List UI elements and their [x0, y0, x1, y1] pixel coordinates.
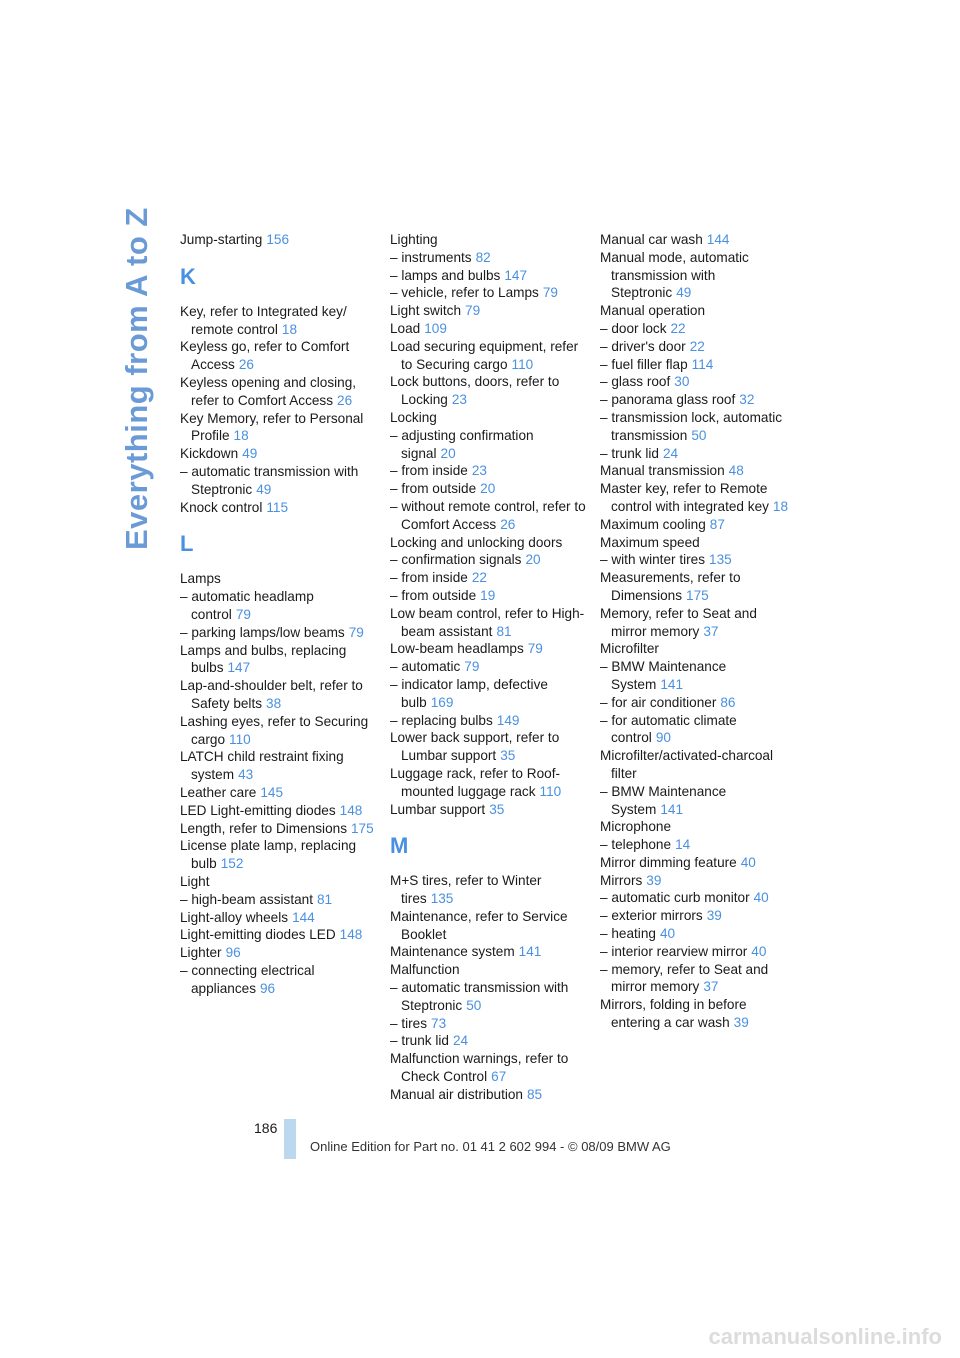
- index-entry: [180, 944, 376, 962]
- index-entry: [390, 1086, 586, 1104]
- index-term: Knock control: [180, 499, 263, 515]
- index-entry: [600, 658, 796, 694]
- index-entry: [600, 249, 796, 302]
- page-reference-link[interactable]: 20: [440, 445, 456, 461]
- index-entry: [180, 820, 376, 838]
- page-reference-link[interactable]: 49: [676, 285, 692, 301]
- index-entry: [600, 569, 796, 605]
- page-reference-link[interactable]: 109: [424, 320, 447, 336]
- page-reference-link[interactable]: 81: [496, 623, 512, 639]
- index-entry: [600, 391, 796, 409]
- index-term: – from inside: [390, 463, 468, 479]
- index-letter-heading: L: [180, 531, 194, 557]
- index-entry: [180, 570, 376, 588]
- index-entry: [390, 872, 586, 908]
- page-reference-link[interactable]: 147: [504, 267, 528, 283]
- page-reference-link[interactable]: 50: [691, 427, 707, 443]
- index-term: M+S tires, refer to Winter tires: [390, 873, 542, 907]
- index-entry: [180, 624, 376, 642]
- index-term: – with winter tires: [600, 552, 706, 568]
- index-entry: [180, 231, 376, 249]
- page-reference-link[interactable]: 39: [646, 872, 662, 888]
- index-term: Load securing equipment, refer to Securing cargo: [390, 338, 579, 372]
- index-term: – automatic transmission with Steptronic: [180, 463, 359, 497]
- index-column-3: [600, 231, 796, 1032]
- index-term: Maintenance, refer to Service Booklet: [390, 908, 568, 942]
- index-entry: [390, 427, 586, 463]
- index-entry: [600, 551, 796, 569]
- index-term: – panorama glass roof: [600, 392, 736, 408]
- page-reference-link[interactable]: 32: [739, 392, 755, 408]
- page-reference-link[interactable]: 90: [655, 730, 671, 746]
- index-term: Mirror dimming feature: [600, 854, 737, 870]
- index-entry: [600, 356, 796, 374]
- page-reference-link[interactable]: 20: [480, 481, 496, 497]
- index-term: Locking and unlocking doors: [390, 534, 563, 550]
- index-entry: [390, 712, 586, 730]
- index-term: – for automatic climate control: [600, 712, 737, 746]
- page-reference-link[interactable]: 81: [317, 891, 333, 907]
- index-entry: [390, 409, 586, 427]
- index-term: Leather care: [180, 784, 257, 800]
- index-term: – lamps and bulbs: [390, 267, 501, 283]
- page-reference-link[interactable]: 156: [266, 232, 290, 247]
- index-entry: [390, 551, 586, 569]
- index-entry: [600, 747, 796, 783]
- page-number: 186: [254, 1120, 278, 1136]
- page-reference-link[interactable]: 18: [281, 321, 298, 337]
- index-term: Maximum speed: [600, 534, 700, 550]
- index-term: Manual mode, automatic transmission with Steptronic: [600, 249, 749, 301]
- index-term: Lumbar support: [390, 801, 486, 817]
- index-term: Low beam control, refer to High-beam assistant: [390, 605, 585, 639]
- page-reference-link[interactable]: 20: [525, 552, 541, 568]
- page-reference-link[interactable]: 149: [496, 712, 520, 728]
- page-reference-link[interactable]: 40: [751, 943, 767, 959]
- index-term: Master key, refer to Remote control with integrated key: [600, 481, 769, 514]
- index-term: – door lock: [600, 320, 667, 336]
- index-term: Lighter: [180, 945, 222, 961]
- page-reference-link[interactable]: 40: [659, 926, 676, 942]
- index-term: Locking: [390, 409, 437, 425]
- page-reference-link[interactable]: 39: [706, 908, 722, 924]
- index-entry: [390, 320, 586, 338]
- page-reference-link[interactable]: 96: [260, 980, 276, 996]
- index-term: Manual transmission: [600, 463, 725, 479]
- index-term: – confirmation signals: [390, 552, 522, 568]
- page-reference-link[interactable]: 82: [475, 249, 491, 265]
- index-entry: [600, 996, 796, 1032]
- index-term: – automatic headlamp control: [180, 589, 314, 622]
- page-reference-link[interactable]: 110: [229, 731, 251, 747]
- index-term: – for air conditioner: [600, 694, 717, 710]
- index-term: Keyless opening and closing, refer to Comfort Access: [180, 374, 357, 408]
- index-term: License plate lamp, replacing bulb: [180, 838, 357, 872]
- index-term: – high-beam assistant: [180, 891, 313, 907]
- page-reference-link[interactable]: 79: [465, 303, 481, 319]
- index-term: – BMW Maintenance System: [600, 659, 727, 692]
- page-reference-link[interactable]: 141: [660, 676, 684, 692]
- index-term: – interior rearview mirror: [600, 943, 748, 959]
- index-term: Manual air distribution: [390, 1086, 523, 1102]
- page-reference-link[interactable]: 22: [670, 320, 686, 336]
- index-entry: [180, 713, 376, 749]
- index-entry: [180, 303, 376, 339]
- index-column-2: [390, 231, 586, 1104]
- page-reference-link[interactable]: 19: [480, 587, 496, 603]
- index-entry: [390, 498, 586, 534]
- index-term: – exterior mirrors: [600, 908, 703, 924]
- index-entry: [180, 499, 376, 517]
- index-term: Light switch: [390, 303, 462, 319]
- index-term: – connecting electrical appliances: [180, 962, 315, 996]
- index-entry: [180, 410, 376, 446]
- index-term: Lashing eyes, refer to Securing cargo: [180, 713, 369, 747]
- index-entry: [600, 480, 796, 516]
- page-reference-link[interactable]: 26: [337, 392, 353, 408]
- page-reference-link[interactable]: 141: [660, 801, 684, 817]
- index-term: – from outside: [390, 587, 477, 603]
- index-term: LED Light-emitting diodes: [180, 802, 336, 818]
- page-reference-link[interactable]: 96: [225, 945, 241, 961]
- page-reference-link[interactable]: 39: [733, 1015, 749, 1031]
- index-entry: [390, 908, 586, 944]
- page-reference-link[interactable]: 67: [491, 1069, 507, 1085]
- index-entry: [600, 640, 796, 658]
- index-entry: [600, 872, 796, 890]
- index-entry: [390, 765, 586, 801]
- index-term: – automatic transmission with Steptronic: [390, 980, 569, 1013]
- index-entry: [390, 338, 586, 374]
- index-term: Mirrors: [600, 872, 643, 888]
- index-term: – telephone: [600, 837, 672, 853]
- index-entry: [180, 837, 376, 873]
- index-term: – automatic: [390, 659, 461, 675]
- index-term: – glass roof: [600, 374, 671, 390]
- index-term: – from outside: [390, 481, 477, 497]
- page-reference-link[interactable]: 24: [452, 1033, 469, 1049]
- index-term: – from inside: [390, 570, 468, 586]
- index-entry: [600, 943, 796, 961]
- page-reference-link[interactable]: 50: [466, 997, 482, 1013]
- index-term: Manual operation: [600, 303, 706, 319]
- index-entry: [180, 642, 376, 678]
- index-entry: [390, 480, 586, 498]
- page-reference-link[interactable]: 87: [709, 516, 725, 532]
- index-entry: [600, 373, 796, 391]
- page-reference-link[interactable]: 152: [220, 856, 244, 872]
- page-reference-link[interactable]: 24: [662, 445, 679, 461]
- page-reference-link[interactable]: 79: [542, 285, 558, 301]
- footer-accent-bar: [284, 1119, 296, 1159]
- page-reference-link[interactable]: 49: [242, 446, 258, 462]
- index-term: Measurements, refer to Dimensions: [600, 570, 741, 603]
- index-term: – fuel filler flap: [600, 356, 688, 372]
- index-entry: [600, 338, 796, 356]
- page-reference-link[interactable]: 37: [703, 979, 719, 995]
- page-reference-link[interactable]: 175: [686, 587, 709, 603]
- index-entry: [390, 943, 586, 961]
- page-reference-link[interactable]: 26: [238, 357, 254, 373]
- index-entry: [180, 463, 376, 499]
- index-entry: [180, 748, 376, 784]
- index-term: – BMW Maintenance System: [600, 783, 727, 817]
- index-term: Light-emitting diodes LED: [180, 927, 336, 943]
- index-entry: [600, 854, 796, 872]
- index-entry: [600, 818, 796, 836]
- page-reference-link[interactable]: 147: [227, 660, 251, 676]
- page-reference-link[interactable]: 135: [430, 891, 454, 907]
- index-entry: [600, 231, 796, 249]
- index-term: – adjusting confirmation signal: [390, 427, 534, 461]
- side-section-title: Everything from A to Z: [119, 207, 154, 550]
- index-entry: [600, 961, 796, 997]
- page-reference-link[interactable]: 35: [489, 801, 505, 817]
- index-term: Light: [180, 873, 210, 889]
- index-term: – instruments: [390, 249, 472, 265]
- index-term: Microfilter: [600, 641, 659, 657]
- page-reference-link[interactable]: 148: [339, 802, 363, 818]
- page-reference-link[interactable]: 145: [260, 784, 284, 800]
- index-column-1: [180, 231, 376, 997]
- index-entry: [180, 338, 376, 374]
- index-term: Low-beam headlamps: [390, 641, 524, 657]
- page-reference-link[interactable]: 86: [720, 694, 736, 710]
- page-reference-link[interactable]: 23: [471, 463, 487, 479]
- index-entry: [390, 979, 586, 1015]
- page-reference-link[interactable]: 30: [674, 374, 690, 390]
- index-entry: [600, 889, 796, 907]
- index-term: Luggage rack, refer to Roof-mounted luggage rack: [390, 765, 561, 799]
- index-entry: [600, 605, 796, 641]
- index-term: LATCH child restraint fixing system: [180, 749, 344, 783]
- page-reference-link[interactable]: 40: [740, 854, 756, 870]
- index-term: Microfilter/activated-charcoal filter: [600, 748, 774, 781]
- page-reference-link[interactable]: 79: [527, 641, 543, 657]
- page-reference-link[interactable]: 79: [348, 624, 364, 640]
- page-reference-link[interactable]: 49: [256, 481, 272, 497]
- index-entry: [390, 658, 586, 676]
- index-term: – automatic curb monitor: [600, 890, 750, 906]
- index-term: – trunk lid: [390, 1033, 449, 1049]
- index-term: Lower back support, refer to Lumbar support: [390, 730, 560, 764]
- index-term: – driver's door: [600, 338, 686, 354]
- index-term: Manual car wash: [600, 232, 703, 247]
- index-entry: [390, 729, 586, 765]
- index-term: Malfunction warnings, refer to Check Control: [390, 1051, 569, 1085]
- index-entry: [390, 1050, 586, 1086]
- index-entry: [600, 462, 796, 480]
- index-term: – replacing bulbs: [390, 712, 493, 728]
- index-entry: [390, 569, 586, 587]
- index-entry: [390, 284, 586, 302]
- page-reference-link[interactable]: 23: [451, 392, 467, 408]
- index-term: – trunk lid: [600, 445, 659, 461]
- index-entry: [600, 445, 796, 463]
- index-term: Mirrors, folding in before entering a car wash: [600, 997, 747, 1031]
- index-term: Microphone: [600, 819, 672, 835]
- index-entry: [180, 445, 376, 463]
- index-entry: [180, 962, 376, 998]
- index-term: – tires: [390, 1015, 428, 1031]
- page-reference-link[interactable]: 48: [728, 463, 744, 479]
- index-term: – transmission lock, automatic transmission: [600, 409, 783, 443]
- index-entry: [390, 605, 586, 641]
- index-entry: [390, 462, 586, 480]
- index-entry: [180, 873, 376, 891]
- page-reference-link[interactable]: 35: [500, 748, 516, 764]
- index-entry: [390, 961, 586, 979]
- page-reference-link[interactable]: 110: [511, 356, 534, 372]
- page-reference-link[interactable]: 26: [500, 516, 516, 532]
- footer-edition-note: Online Edition for Part no. 01 41 2 602 994 - © 08/09 BMW AG: [310, 1139, 671, 1154]
- index-entry: [180, 802, 376, 820]
- index-entry: [390, 534, 586, 552]
- index-entry: [180, 926, 376, 944]
- index-entry: [390, 249, 586, 267]
- index-term: Key, refer to Integrated key/ remote control: [180, 303, 347, 337]
- page-reference-link[interactable]: 22: [689, 338, 705, 354]
- index-entry: [600, 925, 796, 943]
- index-term: – without remote control, refer to Comfort Access: [390, 498, 586, 532]
- index-entry: [390, 1032, 586, 1050]
- page-reference-link[interactable]: 135: [709, 552, 732, 568]
- index-entry: [390, 231, 586, 249]
- index-term: Malfunction: [390, 962, 460, 978]
- index-entry: [180, 374, 376, 410]
- index-entry: [600, 712, 796, 748]
- watermark-logo: carmanualsonline.info: [708, 1324, 942, 1349]
- index-entry: [600, 320, 796, 338]
- page-reference-link[interactable]: 73: [431, 1015, 447, 1031]
- page-reference-link[interactable]: 43: [238, 767, 254, 783]
- index-entry: [180, 909, 376, 927]
- index-entry: [390, 267, 586, 285]
- index-term: Lamps and bulbs, replacing bulbs: [180, 642, 347, 676]
- page-reference-link[interactable]: 79: [235, 606, 251, 622]
- index-term: Key Memory, refer to Personal Profile: [180, 410, 364, 444]
- index-term: Lamps: [180, 571, 221, 587]
- index-entry: [600, 783, 796, 819]
- index-entry: [600, 694, 796, 712]
- page-reference-link[interactable]: 18: [772, 498, 789, 514]
- page-reference-link[interactable]: 14: [675, 837, 691, 853]
- index-entry: [180, 784, 376, 802]
- index-term: – parking lamps/low beams: [180, 624, 345, 640]
- index-term: Load: [390, 320, 421, 336]
- index-letter-heading: M: [390, 833, 409, 859]
- index-entry: [180, 677, 376, 713]
- page-reference-link[interactable]: 141: [518, 944, 542, 960]
- page-reference-link[interactable]: 38: [266, 695, 282, 711]
- index-term: Jump-starting: [180, 232, 263, 247]
- index-entry: [600, 302, 796, 320]
- index-entry: [600, 409, 796, 445]
- page-reference-link[interactable]: 169: [430, 694, 454, 710]
- index-entry: [390, 587, 586, 605]
- index-entry: [390, 640, 586, 658]
- index-term: Lock buttons, doors, refer to Locking: [390, 374, 560, 408]
- page-reference-link[interactable]: 144: [706, 232, 730, 247]
- index-entry: [390, 373, 586, 409]
- page-reference-link[interactable]: 37: [703, 623, 719, 639]
- page-reference-link[interactable]: 115: [266, 499, 289, 515]
- page-reference-link[interactable]: 114: [691, 356, 714, 372]
- index-term: Lap-and-shoulder belt, refer to Safety belts: [180, 678, 363, 711]
- index-entry: [390, 676, 586, 712]
- index-entry: [600, 836, 796, 854]
- index-entry: [390, 302, 586, 320]
- index-term: Lighting: [390, 232, 438, 247]
- index-entry: [600, 907, 796, 925]
- index-term: – heating: [600, 926, 656, 942]
- index-entry: [180, 891, 376, 909]
- index-term: – memory, refer to Seat and mirror memory: [600, 961, 769, 995]
- index-term: Light-alloy wheels: [180, 909, 289, 925]
- index-term: Maximum cooling: [600, 516, 706, 532]
- page-reference-link[interactable]: 110: [539, 783, 562, 799]
- index-term: – vehicle, refer to Lamps: [390, 285, 539, 301]
- index-letter-heading: K: [180, 263, 196, 289]
- index-entry: [390, 1015, 586, 1033]
- index-term: Maintenance system: [390, 944, 515, 960]
- page-reference-link[interactable]: 144: [292, 909, 315, 925]
- page-reference-link[interactable]: 175: [351, 820, 374, 836]
- index-entry: [600, 534, 796, 552]
- page-reference-link[interactable]: 18: [233, 428, 249, 444]
- index-term: Memory, refer to Seat and mirror memory: [600, 605, 757, 639]
- page-reference-link[interactable]: 148: [339, 927, 363, 943]
- page-reference-link[interactable]: 40: [753, 890, 769, 906]
- page-reference-link[interactable]: 79: [464, 659, 480, 675]
- index-term: – indicator lamp, defective bulb: [390, 676, 548, 710]
- index-entry: [180, 588, 376, 624]
- index-entry: [600, 516, 796, 534]
- page-reference-link[interactable]: 22: [471, 570, 487, 586]
- page-reference-link[interactable]: 85: [526, 1086, 543, 1102]
- index-term: Length, refer to Dimensions: [180, 820, 347, 836]
- index-entry: [390, 801, 586, 819]
- index-term: Kickdown: [180, 446, 239, 462]
- index-term: Keyless go, refer to Comfort Access: [180, 339, 350, 373]
